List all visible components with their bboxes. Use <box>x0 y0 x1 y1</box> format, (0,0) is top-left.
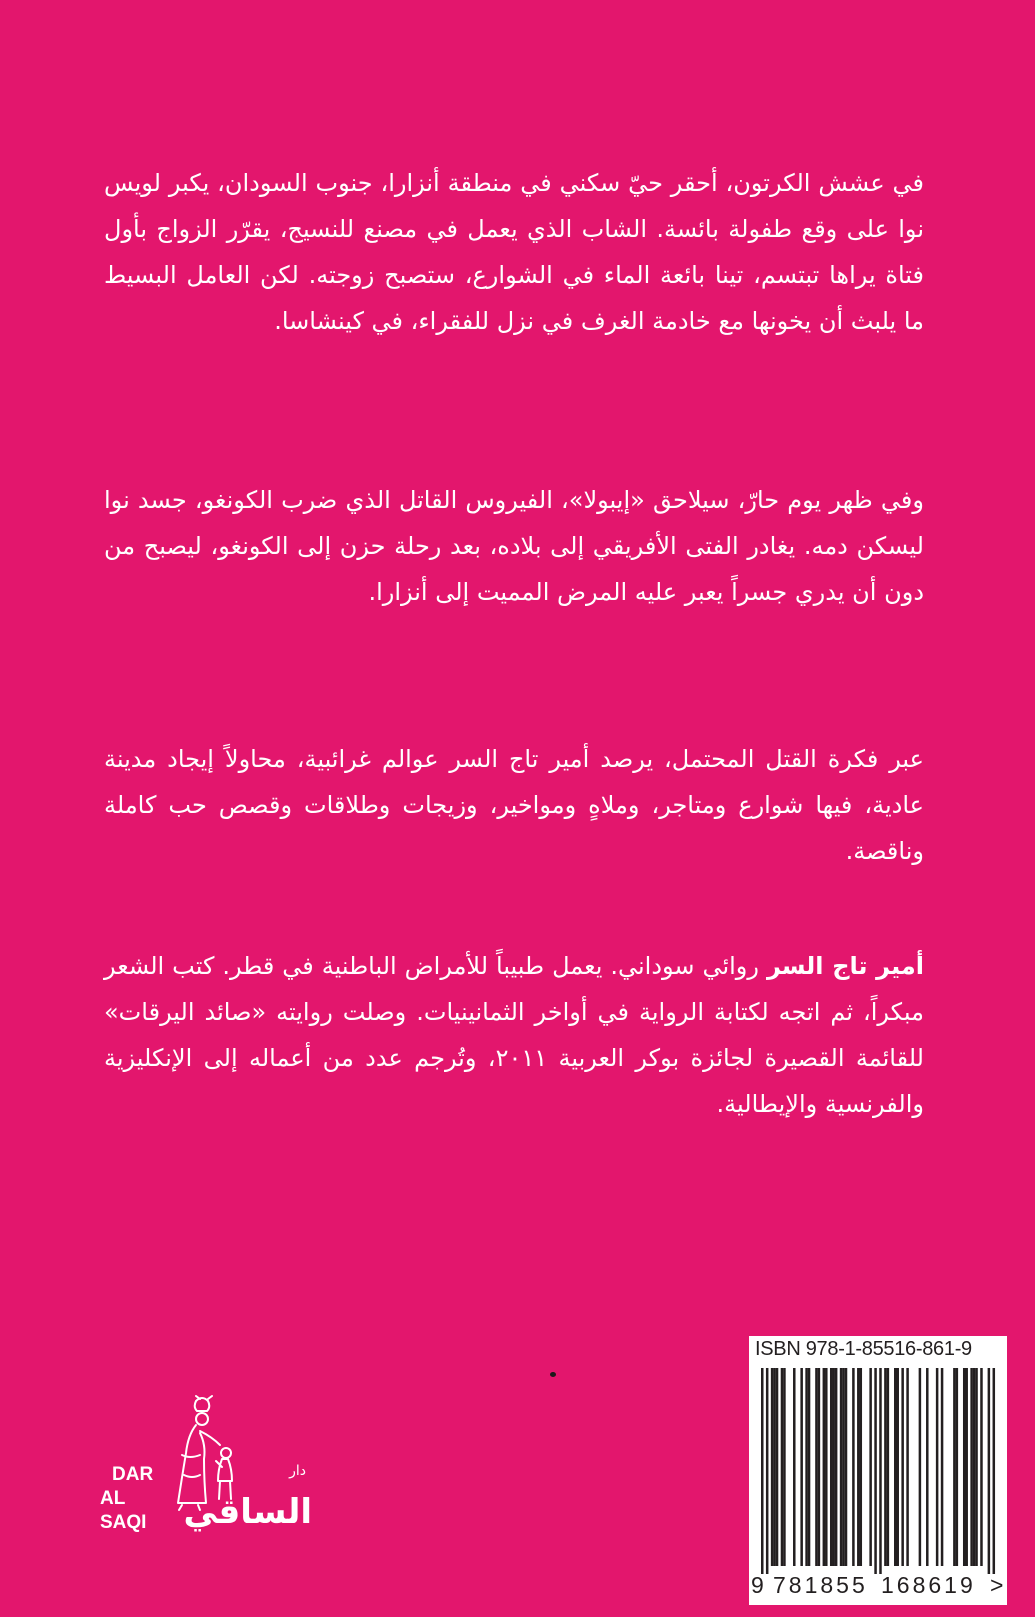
barcode-digits-right: 168619 <box>881 1572 976 1598</box>
barcode-bar <box>906 1368 909 1566</box>
barcode-bar <box>973 1368 976 1566</box>
barcode-guard-bar <box>761 1368 764 1574</box>
barcode-bar <box>926 1368 929 1566</box>
barcode-bar <box>845 1368 848 1566</box>
author-name: أمير تاج السر <box>766 952 924 980</box>
barcode-arrow: > <box>990 1572 1004 1598</box>
synopsis-paragraph-2 <box>104 477 924 615</box>
barcode-bar <box>919 1368 922 1566</box>
publisher-logo <box>100 1395 320 1605</box>
barcode-bar <box>869 1368 872 1566</box>
isbn-label: ISBN 978-1-85516-861-9 <box>755 1338 972 1360</box>
barcode-digits <box>749 1572 1007 1600</box>
barcode-bar <box>963 1368 966 1566</box>
barcode-bar <box>953 1368 956 1566</box>
publisher-latin-line-1: DAR <box>112 1464 154 1485</box>
barcode-panel <box>749 1336 1007 1605</box>
barcode-bar <box>857 1368 860 1566</box>
publisher-arabic-top: دار <box>289 1463 306 1479</box>
barcode-bar <box>815 1368 818 1566</box>
barcode-bar <box>842 1368 845 1566</box>
barcode-bar <box>887 1368 890 1566</box>
barcode-bar <box>771 1368 774 1566</box>
publisher-arabic-main: الساقي <box>183 1492 312 1532</box>
ink-speck <box>550 1372 556 1377</box>
barcode-digits-left: 781855 <box>773 1572 868 1598</box>
author-bio <box>104 943 924 1127</box>
barcode-guard-bar <box>879 1368 882 1574</box>
barcode-bar <box>781 1368 784 1566</box>
barcode-guard-bar <box>993 1368 996 1574</box>
barcode-bar <box>970 1368 973 1566</box>
barcode-bar <box>860 1368 863 1566</box>
barcode-bar <box>965 1368 968 1566</box>
barcode-bar <box>805 1368 808 1566</box>
publisher-arabic-wordmark <box>183 1457 316 1539</box>
barcode-bar <box>825 1368 828 1566</box>
barcode-bar <box>941 1368 944 1566</box>
barcode-bar <box>808 1368 811 1566</box>
barcode-guard-bar <box>874 1368 877 1574</box>
barcode-bar <box>818 1368 821 1566</box>
barcode-guard-bar <box>988 1368 991 1574</box>
barcode-bar <box>884 1368 887 1566</box>
synopsis-paragraph-3 <box>104 736 924 874</box>
barcode-bar <box>773 1368 776 1566</box>
synopsis-paragraph-1 <box>104 160 924 344</box>
barcode-bar <box>800 1368 803 1566</box>
barcode-bar <box>936 1368 939 1566</box>
barcode-bar <box>776 1368 779 1566</box>
barcode-bar <box>956 1368 959 1566</box>
barcode-bar <box>835 1368 838 1566</box>
barcode-bar <box>793 1368 796 1566</box>
barcode-guard-bar <box>766 1368 769 1574</box>
barcode-bar <box>894 1368 897 1566</box>
barcode-bar <box>830 1368 833 1566</box>
publisher-latin-line-2: AL SAQI <box>100 1488 147 1533</box>
barcode-bar <box>783 1368 786 1566</box>
barcode-bar <box>980 1368 983 1566</box>
paragraph-text: عبر فكرة القتل المحتمل، يرصد أمير تاج السر عوالم غرائبية، محاولاً إيجاد مدينة عادية، فيها شوارع ومتاجر، وملاهٍ ومواخير، وزيجات وطلاقات وقصص حب كاملة وناقصة. <box>104 745 924 865</box>
barcode-bar <box>832 1368 835 1566</box>
author-bio-text <box>104 943 924 1127</box>
barcode-bar <box>901 1368 904 1566</box>
barcode-bar <box>840 1368 843 1566</box>
barcode-digit-first: 9 <box>751 1572 764 1598</box>
barcode-bar <box>823 1368 826 1566</box>
barcode-bar <box>852 1368 855 1566</box>
barcode-bar <box>896 1368 899 1566</box>
paragraph-text: وفي ظهر يوم حارّ، سيلاحق «إيبولا»، الفيروس القاتل الذي ضرب الكونغو، جسد نوا ليسكن دمه. يغادر الفتى الأفريقي إلى بلاده، بعد رحلة حزن إلى الكونغو، ليصبح من دون أن يدري جسراً يعبر عليه المرض المميت إلى أنزارا. <box>104 486 924 606</box>
barcode-bar <box>975 1368 978 1566</box>
paragraph-text: في عشش الكرتون، أحقر حيّ سكني في منطقة أنزارا، جنوب السودان، يكبر لويس نوا على وقع طفولة بائسة. الشاب الذي يعمل في مصنع للنسيج، يقرّر الزواج بأول فتاة يراها تبتسم، تينا بائعة الماء في الشوارع، ستصبح زوجته. لكن العامل البسيط ما يلبث أن يخونها مع خادمة الغرف في نزل للفقراء، في كينشاسا. <box>104 169 924 335</box>
barcode-bars <box>761 1368 995 1574</box>
author-bio-body: روائي سوداني. يعمل طبيباً للأمراض الباطنية في قطر. كتب الشعر مبكراً، ثم اتجه لكتابة الرواية في أواخر الثمانينيات. وصلت روايته «صائد اليرقات» للقائمة القصيرة لجائزة بوكر العربية ٢٠١١، وتُرجم عدد من أعماله إلى الإنكليزية والفرنسية والإيطالية. <box>104 952 924 1118</box>
